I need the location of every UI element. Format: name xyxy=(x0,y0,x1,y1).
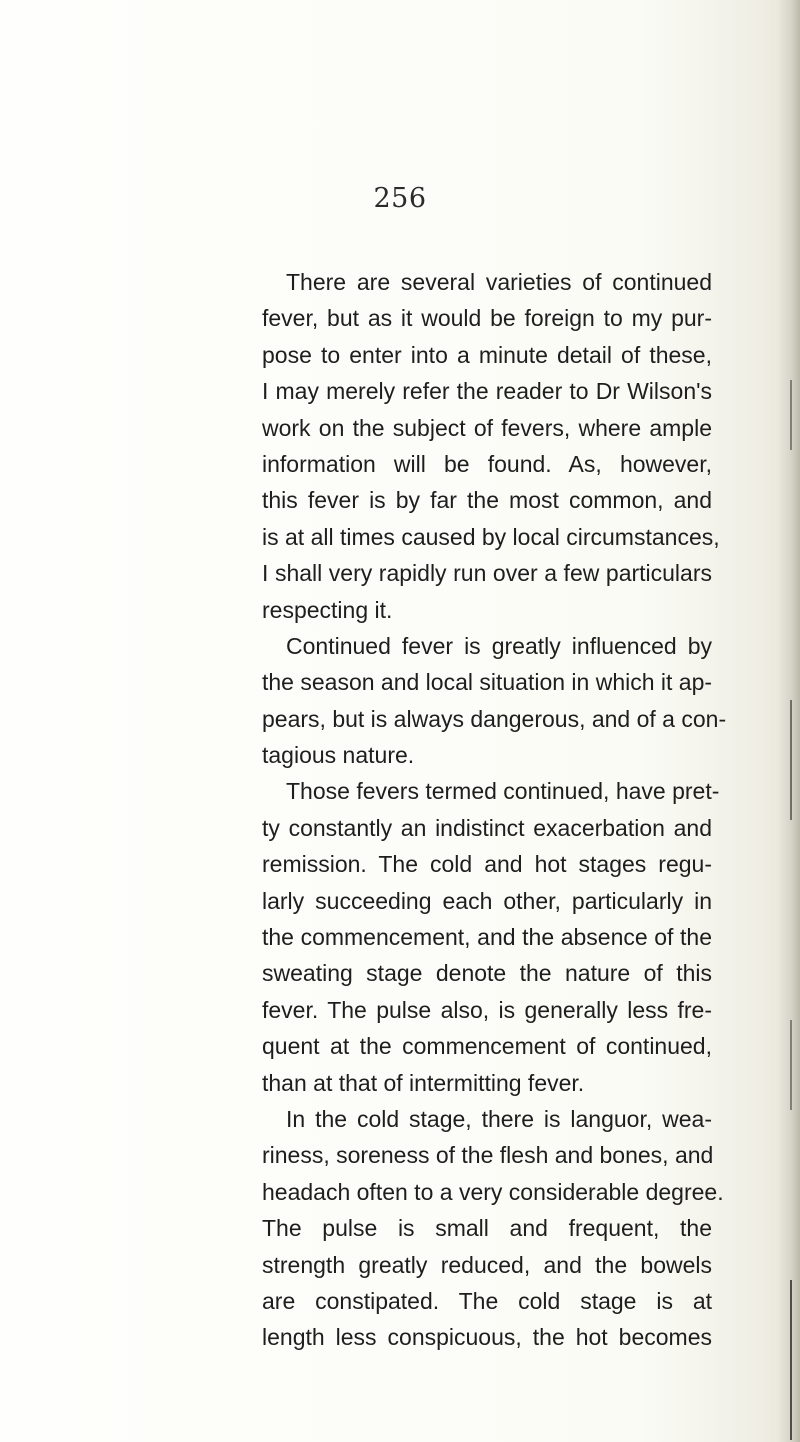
text-line: is at all times caused by local circumstances, xyxy=(262,523,720,550)
text-line: than at that of intermitting fever. xyxy=(262,1069,585,1096)
text-line: quent at the commencement of continued, xyxy=(262,1033,712,1060)
text-line: information will be found. As, however, xyxy=(262,450,712,477)
text-line: strength greatly reduced, and the bowels xyxy=(262,1251,712,1278)
text-line: pose to enter into a minute detail of these, xyxy=(262,341,712,368)
text-line: ty constantly an indistinct exacerbation and xyxy=(262,814,712,841)
text-line: I may merely refer the reader to Dr Wilson's xyxy=(262,378,712,405)
text-line: larly succeeding each other, particularly in xyxy=(262,887,712,914)
text-line: fever. The pulse also, is generally less fre- xyxy=(262,996,712,1023)
text-line: this fever is by far the most common, and xyxy=(262,487,712,514)
page-binding-edge xyxy=(778,0,800,1442)
text-line: Those fevers termed continued, have pret- xyxy=(286,778,720,805)
text-line: the commencement, and the absence of the xyxy=(262,924,712,951)
text-line: riness, soreness of the flesh and bones, and xyxy=(262,1142,714,1169)
text-line: In the cold stage, there is languor, wea- xyxy=(286,1105,712,1132)
text-line: the season and local situation in which it ap- xyxy=(262,669,713,696)
body-text xyxy=(262,264,727,1356)
text-line: headach often to a very considerable degree. xyxy=(262,1178,724,1205)
text-line: remission. The cold and hot stages regu- xyxy=(262,851,712,878)
text-line: The pulse is small and frequent, the xyxy=(262,1215,712,1242)
text-line: length less conspicuous, the hot becomes xyxy=(262,1324,712,1351)
text-line: There are several varieties of continued xyxy=(286,269,712,295)
text-line: Continued fever is greatly influenced by xyxy=(286,632,712,659)
text-line: are constipated. The cold stage is at xyxy=(262,1287,712,1314)
text-line: tagious nature. xyxy=(262,742,415,769)
text-line: sweating stage denote the nature of this xyxy=(262,960,712,987)
text-line: respecting it. xyxy=(262,596,393,623)
text-line: work on the subject of fevers, where ample xyxy=(262,414,712,441)
page-number: 256 xyxy=(373,183,427,214)
text-line: I shall very rapidly run over a few particulars xyxy=(262,560,712,587)
text-line: fever, but as it would be foreign to my pur- xyxy=(262,305,712,332)
text-line: pears, but is always dangerous, and of a con- xyxy=(262,705,727,732)
